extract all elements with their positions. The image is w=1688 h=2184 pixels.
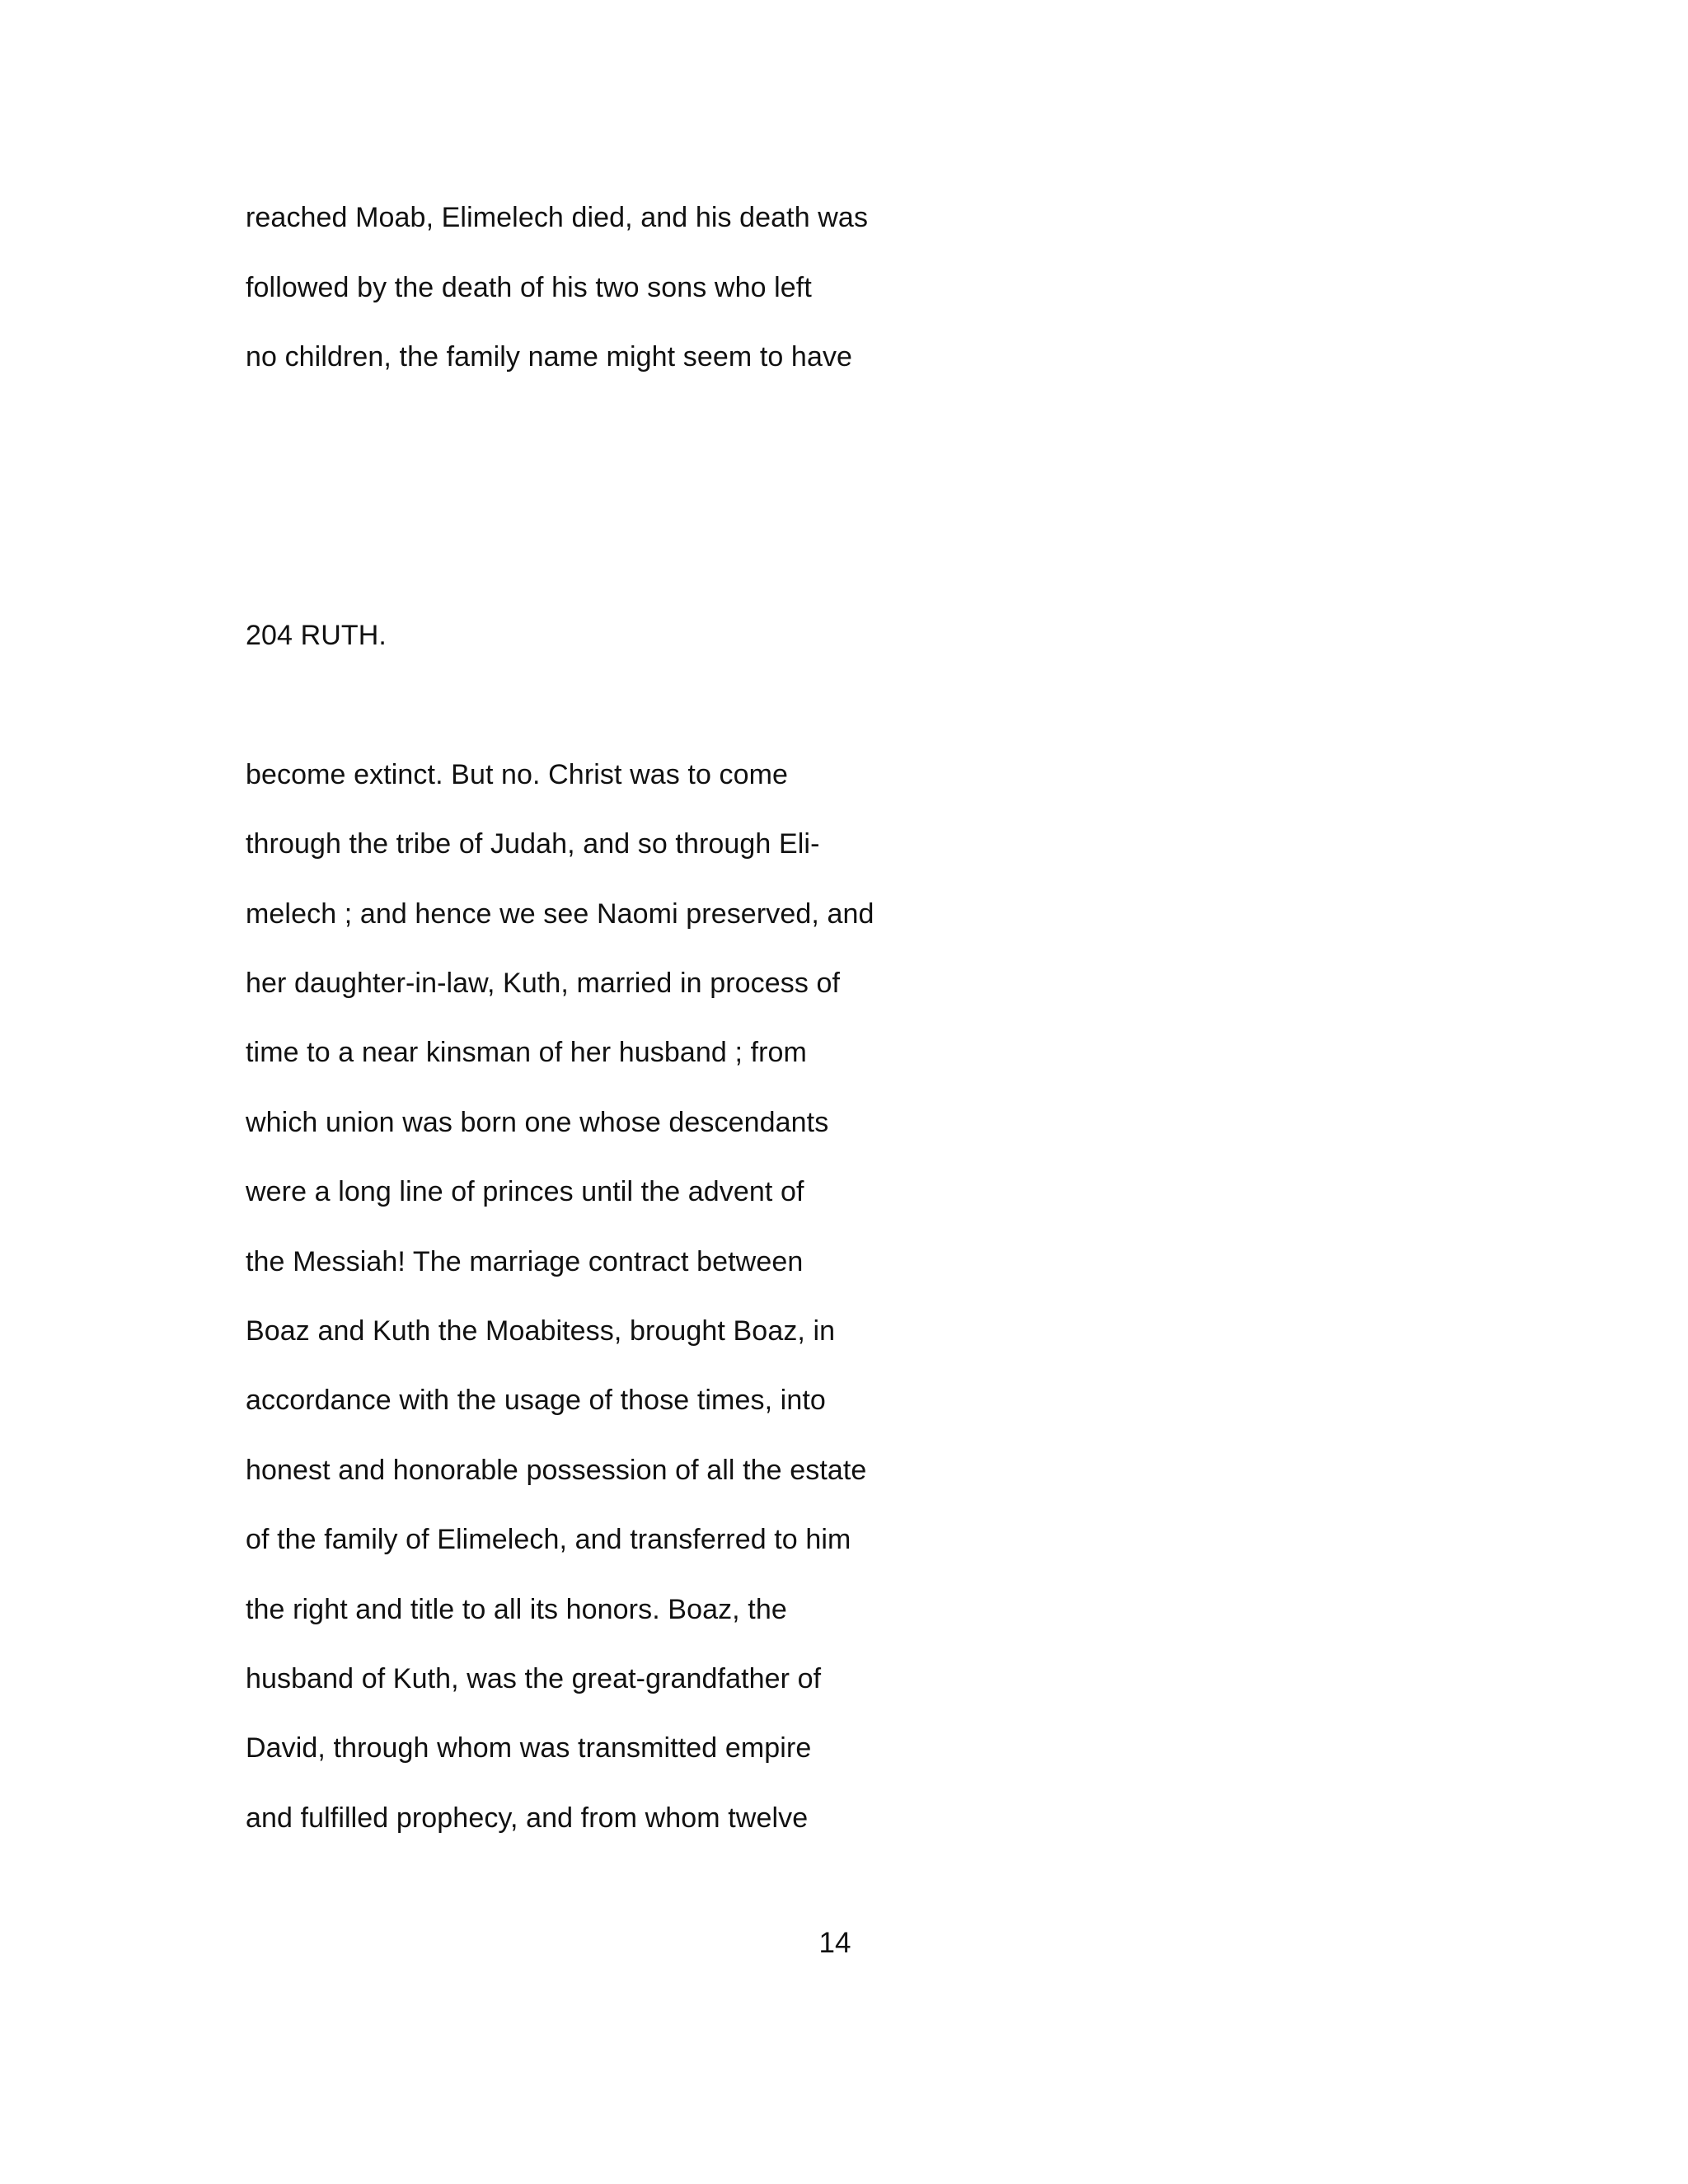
text-line: David, through whom was transmitted empire xyxy=(246,1732,812,1764)
text-line: the Messiah! The marriage contract between xyxy=(246,1246,804,1277)
running-header: 204 RUTH. xyxy=(246,620,387,651)
text-line: honest and honorable possession of all the estate xyxy=(246,1455,867,1486)
text-line: husband of Kuth, was the great-grandfather of xyxy=(246,1663,822,1694)
text-line: and fulfilled prophecy, and from whom twelve xyxy=(246,1802,809,1834)
text-line: time to a near kinsman of her husband ; from xyxy=(246,1037,807,1068)
text-line: melech ; and hence we see Naomi preserved, and xyxy=(246,898,874,930)
text-line: which union was born one whose descendants xyxy=(246,1107,829,1138)
text-line: become extinct. But no. Christ was to come xyxy=(246,759,789,790)
text-line: accordance with the usage of those times, into xyxy=(246,1385,826,1416)
text-line: her daughter-in-law, Kuth, married in process of xyxy=(246,968,841,999)
text-line: of the family of Elimelech, and transferred to him xyxy=(246,1524,851,1555)
text-line: the right and title to all its honors. Boaz, the xyxy=(246,1594,787,1625)
text-line: no children, the family name might seem to have xyxy=(246,341,853,373)
text-line: through the tribe of Judah, and so through Eli- xyxy=(246,828,820,860)
text-line: followed by the death of his two sons who left xyxy=(246,272,812,303)
page-number: 14 xyxy=(818,1927,851,1959)
text-line: reached Moab, Elimelech died, and his death was xyxy=(246,202,869,233)
text-line: Boaz and Kuth the Moabitess, brought Boaz, in xyxy=(246,1315,836,1347)
text-line: were a long line of princes until the advent of xyxy=(246,1176,804,1207)
